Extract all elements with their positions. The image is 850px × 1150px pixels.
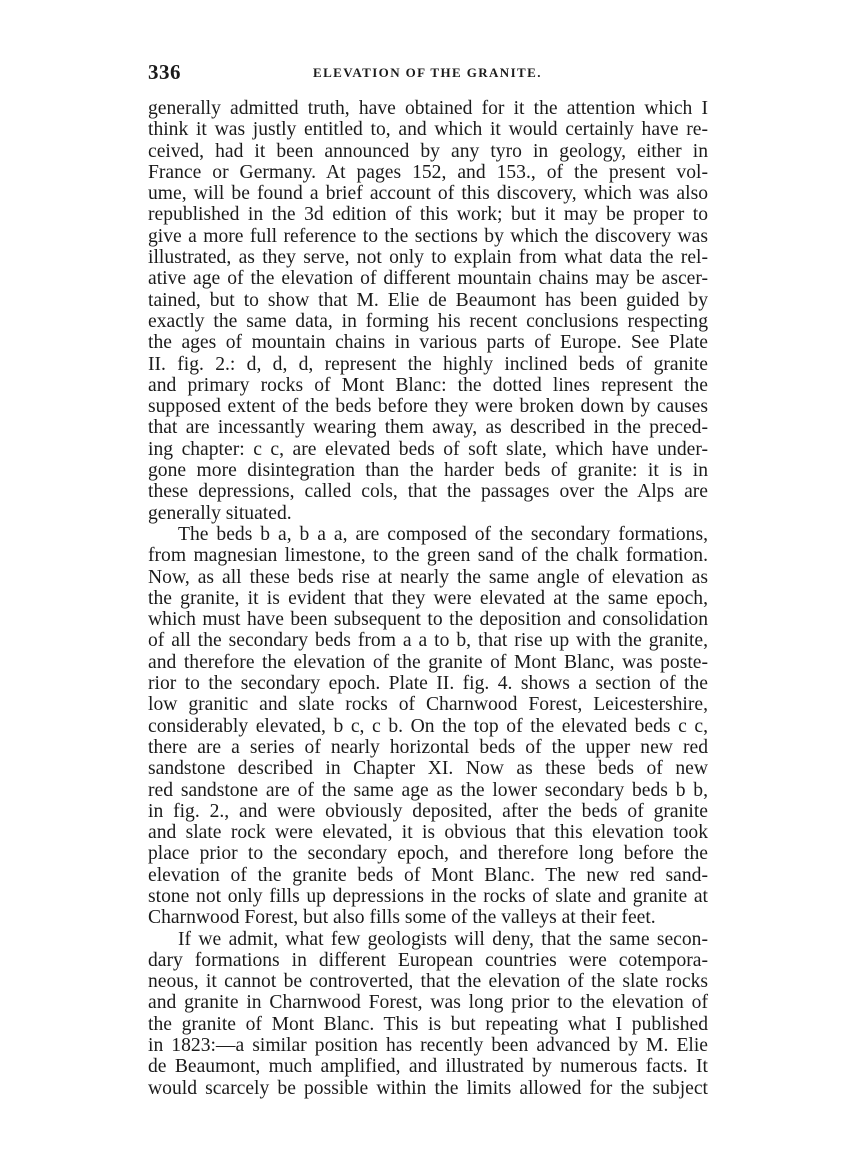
text-line: II. fig. 2.: d, d, d, represent the highly inclined beds of granite	[148, 353, 708, 375]
text-line: considerably elevated, b c, c b. On the top of the elevated beds c c,	[148, 715, 708, 737]
text-line: republished in the 3d edition of this work; but it may be proper to	[148, 204, 708, 226]
text-line: ceived, had it been announced by any tyro in geology, either in	[148, 140, 708, 162]
text-line: ative age of the elevation of different mountain chains may be ascer-	[148, 268, 708, 290]
text-line: ume, will be found a brief account of this discovery, which was also	[148, 183, 708, 205]
text-line: and therefore the elevation of the granite of Mont Blanc, was poste-	[148, 651, 708, 673]
text-line: in fig. 2., and were obviously deposited, after the beds of granite	[148, 800, 708, 822]
text-line: and slate rock were elevated, it is obvious that this elevation took	[148, 822, 708, 844]
text-line: Charnwood Forest, but also fills some of the valleys at their feet.	[148, 907, 656, 929]
text-line: rior to the secondary epoch. Plate II. fig. 4. shows a section of the	[148, 673, 708, 695]
text-line: that are incessantly wearing them away, as described in the preced-	[148, 417, 708, 439]
text-line: gone more disintegration than the harder beds of granite: it is in	[148, 460, 708, 482]
text-line: give a more full reference to the sections by which the discovery was	[148, 225, 708, 247]
text-line: stone not only fills up depressions in the rocks of slate and granite at	[148, 885, 708, 907]
text-line: de Beaumont, much amplified, and illustrated by numerous facts. It	[148, 1056, 708, 1078]
text-line: red sandstone are of the same age as the lower secondary beds b b,	[148, 779, 708, 801]
text-line: sandstone described in Chapter XI. Now as these beds of new	[148, 758, 708, 780]
text-line: place prior to the secondary epoch, and therefore long before the	[148, 843, 708, 865]
text-line: the granite, it is evident that they were elevated at the same epoch,	[148, 587, 708, 609]
text-line: dary formations in different European countries were cotempora-	[148, 949, 708, 971]
body-text	[148, 98, 708, 1099]
text-line: the granite of Mont Blanc. This is but repeating what I published	[148, 1013, 708, 1035]
text-line: low granitic and slate rocks of Charnwood Forest, Leicestershire,	[148, 694, 708, 716]
text-line: If we admit, what few geologists will deny, that the same secon-	[178, 928, 708, 950]
text-line: would scarcely be possible within the limits allowed for the subject	[148, 1077, 708, 1099]
text-line: generally admitted truth, have obtained for it the attention which I	[148, 98, 708, 119]
text-line: these depressions, called cols, that the passages over the Alps are	[148, 481, 708, 503]
text-line: tained, but to show that M. Elie de Beaumont has been guided by	[148, 289, 708, 311]
running-head	[148, 58, 708, 88]
text-line: and granite in Charnwood Forest, was long prior to the elevation of	[148, 992, 708, 1014]
text-line: generally situated.	[148, 502, 292, 524]
text-line: of all the secondary beds from a a to b, that rise up with the granite,	[148, 630, 708, 652]
book-page	[148, 58, 708, 1099]
page-number: 336	[148, 60, 181, 84]
text-line: from magnesian limestone, to the green sand of the chalk formation.	[148, 545, 708, 567]
text-line: ing chapter: c c, are elevated beds of soft slate, which have under-	[148, 438, 708, 460]
running-title: ELEVATION OF THE GRANITE.	[313, 65, 542, 80]
text-line: elevation of the granite beds of Mont Blanc. The new red sand-	[148, 864, 708, 886]
text-line: supposed extent of the beds before they were broken down by causes	[148, 396, 708, 418]
text-line: Now, as all these beds rise at nearly the same angle of elevation as	[148, 566, 708, 588]
text-line: exactly the same data, in forming his recent conclusions respecting	[148, 310, 708, 332]
text-line: think it was justly entitled to, and which it would certainly have re-	[148, 119, 708, 141]
text-line: in 1823:—a similar position has recently been advanced by M. Elie	[148, 1035, 708, 1057]
text-line: which must have been subsequent to the deposition and consolidation	[148, 609, 708, 631]
text-line: France or Germany. At pages 152, and 153., of the present vol-	[148, 161, 708, 183]
text-line: there are a series of nearly horizontal beds of the upper new red	[148, 736, 708, 758]
text-line: and primary rocks of Mont Blanc: the dotted lines represent the	[148, 374, 708, 396]
text-line: neous, it cannot be controverted, that the elevation of the slate rocks	[148, 971, 708, 993]
text-line: illustrated, as they serve, not only to explain from what data the rel-	[148, 247, 708, 269]
text-line: The beds b a, b a a, are composed of the secondary formations,	[178, 523, 708, 545]
text-line: the ages of mountain chains in various parts of Europe. See Plate	[148, 332, 708, 354]
